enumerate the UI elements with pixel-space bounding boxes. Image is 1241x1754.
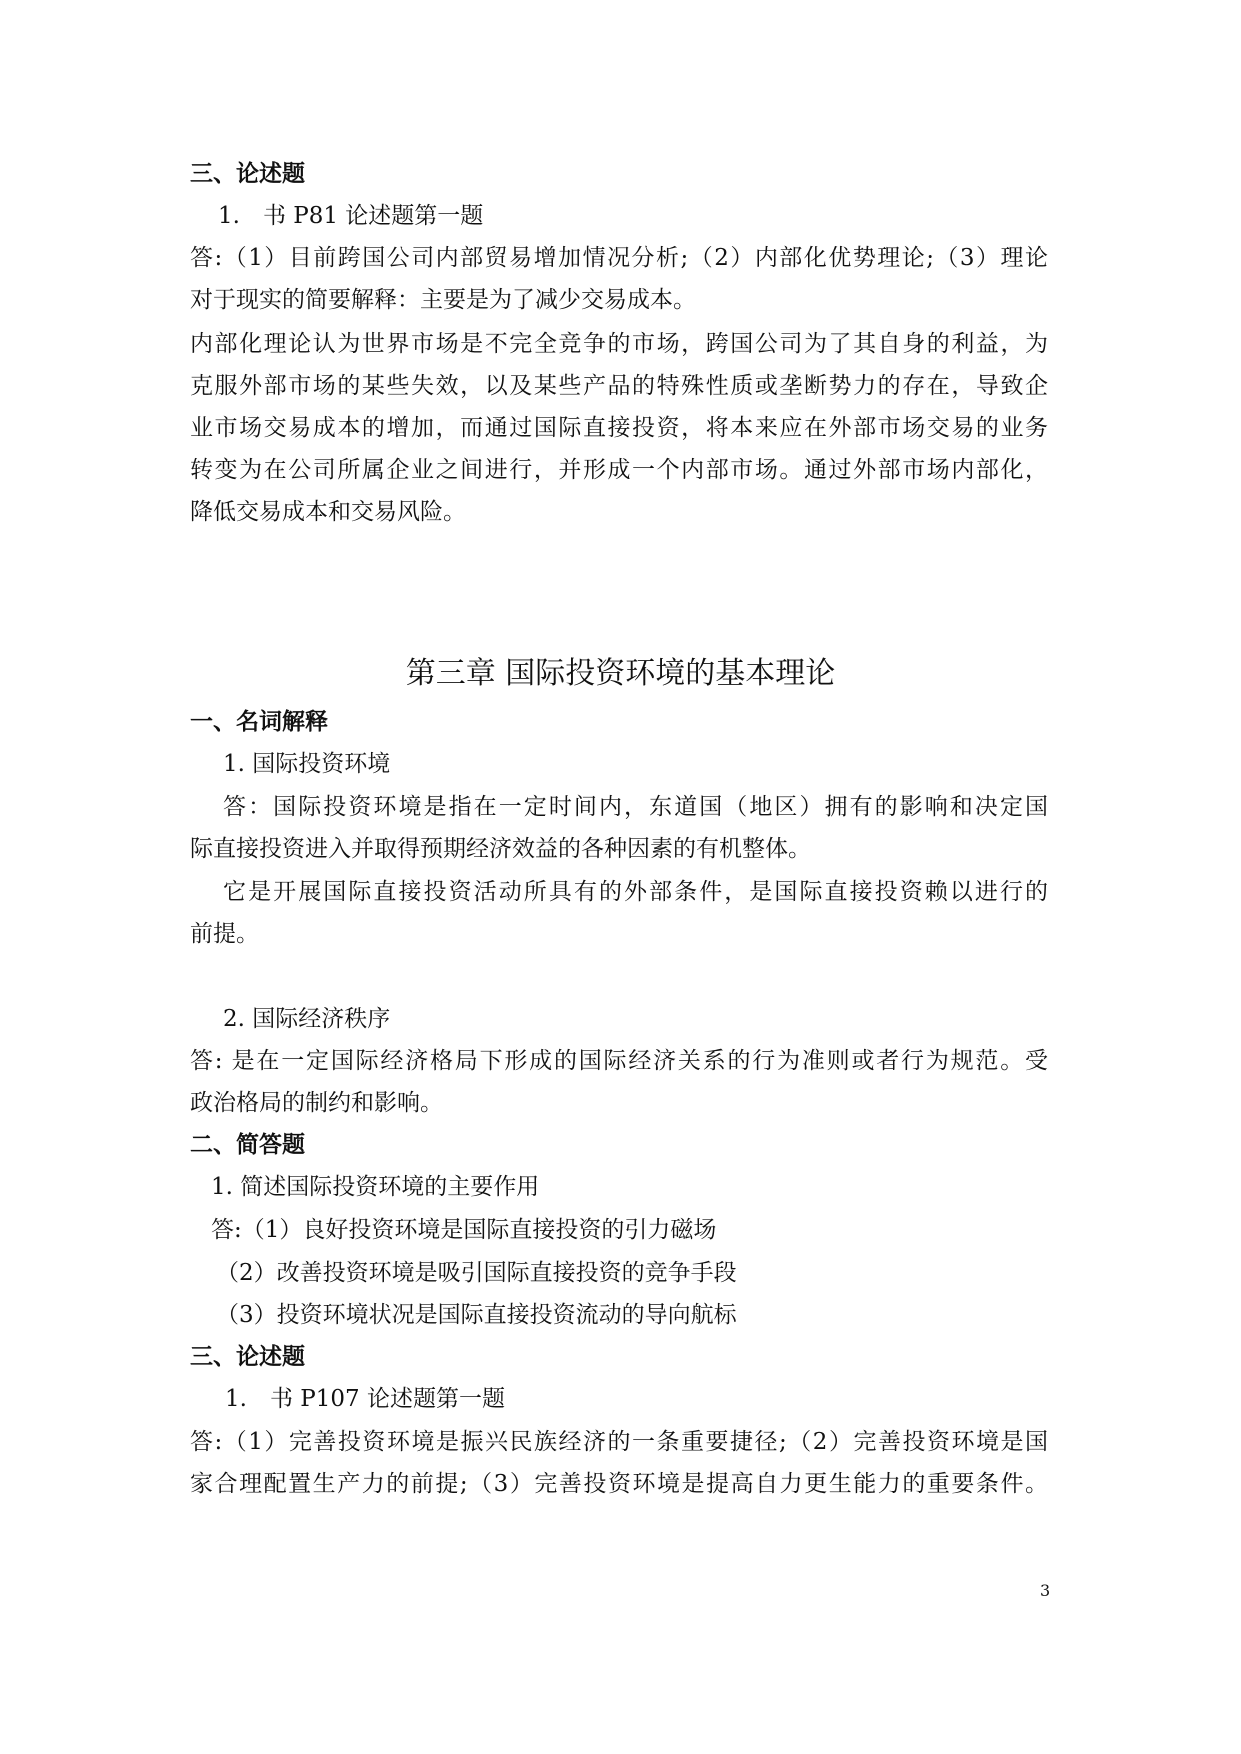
answer-line: 答:（1）良好投资环境是国际直接投资的引力磁场 [211,1217,717,1243]
paragraph-line: 前提。 [190,921,259,947]
answer-line: （3）投资环境状况是国际直接投资流动的导向航标 [216,1302,737,1328]
section-heading-essay: 三、论述题 [190,1344,305,1370]
answer-line: 际直接投资进入并取得预期经济效益的各种因素的有机整体。 [190,836,811,862]
section-heading-essay: 三、论述题 [190,161,305,187]
paragraph-line: 克服外部市场的某些失效，以及某些产品的特殊性质或垄断势力的存在，导致企 [190,373,1048,399]
chapter-title: 第三章 国际投资环境的基本理论 [405,656,836,691]
section-heading-terms: 一、名词解释 [190,709,328,735]
paragraph-line: 它是开展国际直接投资活动所具有的外部条件，是国际直接投资赖以进行的 [223,879,1048,905]
question-item: 1. 简述国际投资环境的主要作用 [211,1174,540,1200]
answer-line: （2）改善投资环境是吸引国际直接投资的竞争手段 [216,1260,737,1286]
answer-line: 对于现实的简要解释：主要是为了减少交易成本。 [190,287,696,313]
paragraph-line: 内部化理论认为世界市场是不完全竞争的市场，跨国公司为了其自身的利益，为 [190,331,1048,357]
answer-line: 答：国际投资环境是指在一定时间内，东道国（地区）拥有的影响和决定国 [223,794,1048,820]
page-number: 3 [1040,1581,1051,1600]
paragraph-line: 降低交易成本和交易风险。 [190,499,466,525]
paragraph-line: 转变为在公司所属企业之间进行，并形成一个内部市场。通过外部市场内部化， [190,457,1048,483]
question-item: 1. 书 P81 论述题第一题 [218,203,484,229]
paragraph-line: 业市场交易成本的增加，而通过国际直接投资，将本来应在外部市场交易的业务 [190,415,1048,441]
answer-line: 答: 是在一定国际经济格局下形成的国际经济关系的行为准则或者行为规范。受 [190,1048,1048,1074]
answer-line: 政治格局的制约和影响。 [190,1090,443,1116]
term-item: 2. 国际经济秩序 [223,1006,391,1032]
answer-line: 家合理配置生产力的前提;（3）完善投资环境是提高自力更生能力的重要条件。 [190,1471,1048,1497]
question-item: 1. 书 P107 论述题第一题 [225,1386,505,1412]
section-heading-short-answer: 二、简答题 [190,1132,305,1158]
answer-line: 答:（1）目前跨国公司内部贸易增加情况分析;（2）内部化优势理论;（3）理论 [190,245,1048,271]
answer-line: 答:（1）完善投资环境是振兴民族经济的一条重要捷径;（2）完善投资环境是国 [190,1429,1048,1455]
term-item: 1. 国际投资环境 [223,751,391,777]
